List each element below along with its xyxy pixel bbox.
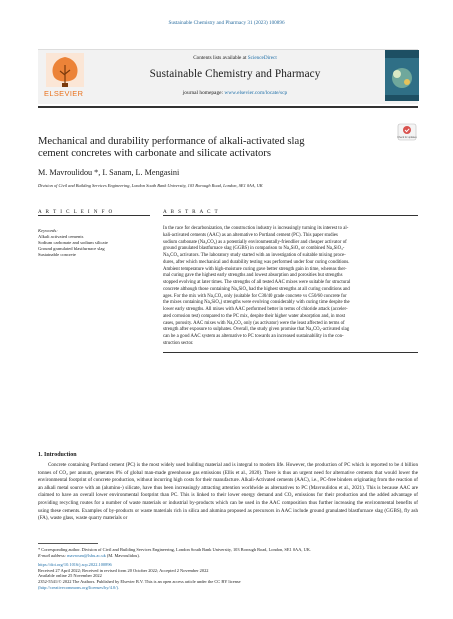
- available-online: Available online 25 November 2022: [38, 573, 102, 579]
- abstract-line: strength after exposure to sulphates. Overall, the study given promise that Na₂CO₃-activated slag: [163, 327, 350, 333]
- contents-lists-prefix: Contents lists available at: [193, 55, 248, 61]
- introduction-paragraph: Concrete containing Portland cement (PC) is the most widely used building material and is integral to modern life. However, the production of PC which is reported to be 4 billion tonnes of CO₂ per annum, generates 8% of global man-made greenhouse gas emissions (Ellis et al., 2020). There is thus an urgent need for alternative cements that would lower the environmental footprint of concrete production, without incurring high costs for their manufacture. Alkali-Activated cements (AAC), i.e., PC-free binders originating from the reaction of an alkali metal source with an (alumino-) silicate, have thus been increasingly attracting attention worldwide as alternatives to PC (Mavroulidou et al., 2021). This is because AAC are claimed to have an overall lower environmental footprint than PC. This is linked to their lower energy demand and CO₂ emissions for their production and the added advantage of providing recycling routes for a number of waste materials or industrial by-products which can be used in the AAC composition thus further increasing the environmental benefits of using these cements. Examples of by-products or waste materials rich in silica and alumina proposed as precursors in AAC include ground granulated blastfurnace slag (GGBS), fly ash (FA), waste glass, waste quarry materials or: [38, 462, 418, 522]
- abstract-line: ages. For the mix with Na₂CO₃ only (suitable for C30/40 grade concrete vs C50/60 concrete for: [163, 293, 347, 299]
- header-divider: [38, 106, 418, 108]
- abstract-heading: A B S T R A C T: [163, 209, 220, 215]
- corresponding-author-note: * Corresponding author. Division of Civil and Building Services Engineering, London South Bank University, 103 Borough Road, London, SE1 0AA, UK.: [38, 547, 312, 552]
- received-dates: Received 27 April 2022; Received in revised form 20 October 2022; Accepted 2 November 2022: [38, 567, 209, 573]
- footnote-rule: [38, 543, 98, 544]
- article-info-heading: A R T I C L E I N F O: [38, 209, 114, 215]
- abstract-line: lower early strengths. All mixes with AAC performed better in terms of chloride attack (acceler-: [163, 307, 348, 312]
- abstract-line: dures, after which mechanical and durability testing was performed under four curing conditions.: [163, 259, 350, 265]
- abstract-line: kali-activated cements (AAC) as an alternative to Portland cement (PC). This paper studies: [163, 232, 338, 238]
- abstract-text: [163, 226, 417, 348]
- abstract-end-rule: [163, 352, 418, 353]
- abstract-rule: [163, 215, 418, 216]
- abstract-line: mal curing gave the highest early strengths and lowest absorption and porosities but strengths: [163, 273, 343, 279]
- keyword-item: Sustainable concrete: [38, 252, 76, 258]
- keyword-item: Sodium carbonate and sodium silicate: [38, 240, 108, 246]
- sciencedirect-link[interactable]: ScienceDirect: [247, 55, 277, 61]
- journal-homepage-line: [90, 90, 380, 96]
- homepage-prefix: journal homepage:: [182, 90, 225, 96]
- abstract-line: Na₂CO₃ activators. The laboratory study started with an investigation of suitable mixing proce-: [163, 253, 346, 258]
- abstract-line: concrete although those containing Na₂SiO₃ had the highest strengths at all curing conditions and: [163, 286, 350, 292]
- section-heading-introduction: 1. Introduction: [38, 452, 77, 458]
- keyword-item: Alkali activated cements: [38, 234, 84, 240]
- email-label: E-mail address:: [38, 552, 68, 558]
- elsevier-logo: [40, 49, 90, 99]
- abstract-line: Ambient temperature with high-moisture curing gave better strength gain in time, whereas ther-: [163, 266, 347, 272]
- abstract-line: struction sector.: [163, 340, 194, 346]
- keyword-item: Ground granulated blastfurnace slag: [38, 246, 105, 252]
- email-suffix: (M. Mavroulidou).: [105, 552, 140, 558]
- elsevier-wordmark: ELSEVIER: [44, 89, 84, 98]
- author-list: M. Mavroulidou *, I. Sanam, L. Mengasini: [38, 168, 180, 177]
- abstract-line: can be a good AAC system as alternative to PC towards an increased sustainability in the con-: [163, 334, 344, 339]
- abstract-line: ated corrosion test) compared to the PC mix, despite their higher water absorption and, in most: [163, 313, 346, 319]
- journal-masthead: [90, 49, 380, 103]
- journal-cover-image[interactable]: [385, 50, 419, 101]
- copyright-line: 2352-5541/© 2022 The Authors. Published by Elsevier B.V. This is an open access article under the CC BY license: [38, 578, 241, 584]
- homepage-link[interactable]: www.elsevier.com/locate/scp: [224, 90, 288, 96]
- email-link[interactable]: mavroum@lsbu.ac.uk: [67, 552, 106, 558]
- keywords-label: Keywords:: [38, 228, 58, 233]
- keywords-block: [38, 228, 148, 258]
- cover-thumbnail-icon: [385, 50, 419, 101]
- footnotes: [38, 547, 418, 590]
- doi-link[interactable]: https://doi.org/10.1016/j.scp.2022.100896: [38, 562, 112, 568]
- contents-lists-line: [90, 55, 380, 61]
- check-for-updates-badge[interactable]: [397, 123, 417, 141]
- article-title: [38, 136, 368, 160]
- article-title-line-1: Mechanical and durability performance of alkali-activated slag: [38, 136, 305, 147]
- abstract-line: sodium carbonate (Na₂CO₃) as a potentially environmentally-friendlier and cheaper activator of: [163, 239, 347, 245]
- article-title-line-2: cement concretes with carbonate and silicate activators: [38, 148, 271, 160]
- abstract-line: In the race for decarbonization, the construction industry is increasingly turning its interest to al-: [163, 226, 349, 231]
- author-affiliation: Division of Civil and Building Services Engineering, London South Bank University, 103 Borough Road, London, SE1 0AA, UK: [38, 183, 263, 188]
- license-link[interactable]: (http://creativecommons.org/licenses/by/4.0/).: [38, 584, 120, 590]
- abstract-line: the mixes containing Na₂SiO₃) strengths were evolving considerably with curing time despite the: [163, 300, 350, 306]
- abstract-line: ground granulated blastfurnace slag (GGBS) in comparison to Na₂SiO₃ or combined Na₂SiO₃-: [163, 246, 345, 252]
- abstract-line: stopped evolving at later times. The strengths of all tested AAC mixes were suitable for structural: [163, 280, 351, 285]
- running-header[interactable]: Sustainable Chemistry and Pharmacy 31 (2023) 100896: [168, 20, 285, 26]
- check-for-updates-label: Check for updates: [397, 135, 417, 139]
- abstract-line: cases, porosity. AAC mixes with Na₂CO₃ only (as activator) were the least affected in terms of: [163, 320, 345, 326]
- article-info-rule: [38, 215, 150, 216]
- journal-title[interactable]: Sustainable Chemistry and Pharmacy: [149, 68, 321, 80]
